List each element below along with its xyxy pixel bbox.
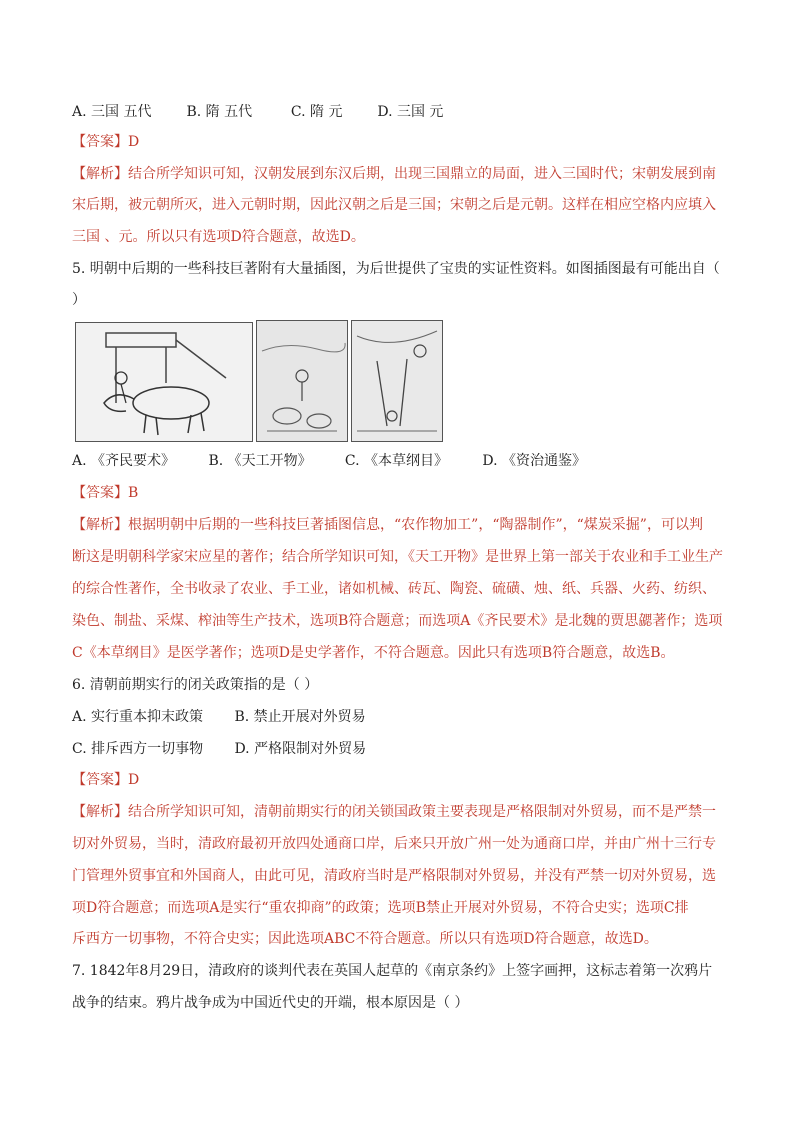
q5-stem-line-2: ） <box>72 292 86 308</box>
q5-option-d: D. 《资治通鉴》 <box>482 453 586 469</box>
q6-analysis-line-3: 门管理外贸事宜和外国商人，由此可见，清政府当时是严格限制对外贸易，并没有严禁一切对外贸易，选 <box>72 868 716 884</box>
q5-illustration <box>75 320 441 442</box>
q6-analysis-line-5: 斥西方一切事物，不符合史实；因此选项ABC不符合题意。所以只有选项D符合题意，故选D。 <box>72 931 658 947</box>
illustration-pottery <box>256 320 348 442</box>
analysis-text: 根据明朝中后期的一些科技巨著插图信息，“农作物加工”，“陶器制作”，“煤炭采掘”，可以判 <box>128 517 703 533</box>
q5-answer <box>72 484 732 502</box>
q6-analysis-line-2: 切对外贸易，当时，清政府最初开放四处通商口岸，后来只开放广州一处为通商口岸，并由广州十三行专 <box>72 836 716 852</box>
q5-stem-line-1: 5. 明朝中后期的一些科技巨著附有大量插图，为后世提供了宝贵的实证性资料。如图插图最有可能出自（ <box>72 261 720 277</box>
q6-analysis-line-4: 项D符合题意；而选项A是实行“重农抑商”的政策；选项B禁止开展对外贸易，不符合史实；选项C排 <box>72 900 689 916</box>
analysis-tag: 【解析】 <box>72 804 128 820</box>
q4-option-b: B. 隋 五代 <box>186 104 253 120</box>
q5-option-c: C. 《本草纲目》 <box>344 453 449 469</box>
q5-analysis-line-1 <box>72 516 732 534</box>
q4-analysis-line-2: 宋后期，被元朝所灭，进入元朝时期，因此汉朝之后是三国；宋朝之后是元朝。这样在相应空格内应填入 <box>72 197 716 213</box>
answer-value: D <box>128 134 140 150</box>
q7-stem-line-2: 战争的结束。鸦片战争成为中国近代史的开端，根本原因是（ ） <box>72 995 469 1011</box>
q6-stem: 6. 清朝前期实行的闭关政策指的是（ ） <box>72 677 319 693</box>
q5-option-a: A. 《齐民要术》 <box>72 453 176 469</box>
q6-option-c: C. 排斥西方一切事物 <box>72 741 204 757</box>
q4-option-d: D. 三国 元 <box>377 104 444 120</box>
q5-analysis-line-3: 的综合性著作，全书收录了农业、手工业，诸如机械、砖瓦、陶瓷、硫磺、烛、纸、兵器、火药、纺织、 <box>72 581 716 597</box>
q6-options-row-2 <box>72 740 732 758</box>
analysis-text: 结合所学知识可知，汉朝发展到东汉后期，出现三国鼎立的局面，进入三国时代；宋朝发展到南 <box>128 166 716 182</box>
illustration-coal-mining <box>351 320 443 442</box>
answer-tag: 【答案】 <box>72 485 128 501</box>
q4-option-a: A. 三国 五代 <box>72 104 152 120</box>
q6-option-a: A. 实行重本抑末政策 <box>72 709 204 725</box>
coal-mining-drawing <box>352 321 442 441</box>
q7-stem-line-1: 7. 1842年8月29日，清政府的谈判代表在英国人起草的《南京条约》上签字画押，这标志着第一次鸦片 <box>72 963 713 979</box>
q5-options <box>72 452 732 470</box>
answer-tag: 【答案】 <box>72 772 128 788</box>
answer-value: B <box>128 485 139 501</box>
q4-options <box>72 103 732 121</box>
q6-analysis-line-1 <box>72 803 732 821</box>
q5-analysis-line-4: 染色、制盐、采煤、榨油等生产技术，选项B符合题意；而选项A《齐民要术》是北魏的贾思勰著作；选项 <box>72 613 723 629</box>
q4-analysis-line-1 <box>72 165 732 183</box>
q6-option-b: B. 禁止开展对外贸易 <box>234 709 366 725</box>
q6-answer <box>72 771 732 789</box>
analysis-tag: 【解析】 <box>72 166 128 182</box>
pottery-drawing <box>257 321 347 441</box>
q5-analysis-line-5: C《本草纲目》是医学著作；选项D是史学著作，不符合题意。因此只有选项B符合题意，故选B。 <box>72 645 675 661</box>
q6-option-d: D. 严格限制对外贸易 <box>234 741 367 757</box>
answer-tag: 【答案】 <box>72 134 128 150</box>
analysis-tag: 【解析】 <box>72 517 128 533</box>
analysis-text: 结合所学知识可知，清朝前期实行的闭关锁国政策主要表现是严格限制对外贸易，而不是严禁一 <box>128 804 716 820</box>
q5-analysis-line-2: 断这是明朝科学家宋应星的著作；结合所学知识可知，《天工开物》是世界上第一部关于农业和手工业生产 <box>72 549 723 565</box>
q4-analysis-line-3: 三国 、元。所以只有选项D符合题意，故选D。 <box>72 229 365 245</box>
ox-mill-drawing <box>76 323 252 441</box>
q6-options-row-1 <box>72 708 732 726</box>
illustration-ox-mill <box>75 322 253 442</box>
q4-option-c: C. 隋 元 <box>290 104 343 120</box>
q4-answer <box>72 133 732 151</box>
answer-value: D <box>128 772 140 788</box>
q5-option-b: B. 《天工开物》 <box>208 453 312 469</box>
